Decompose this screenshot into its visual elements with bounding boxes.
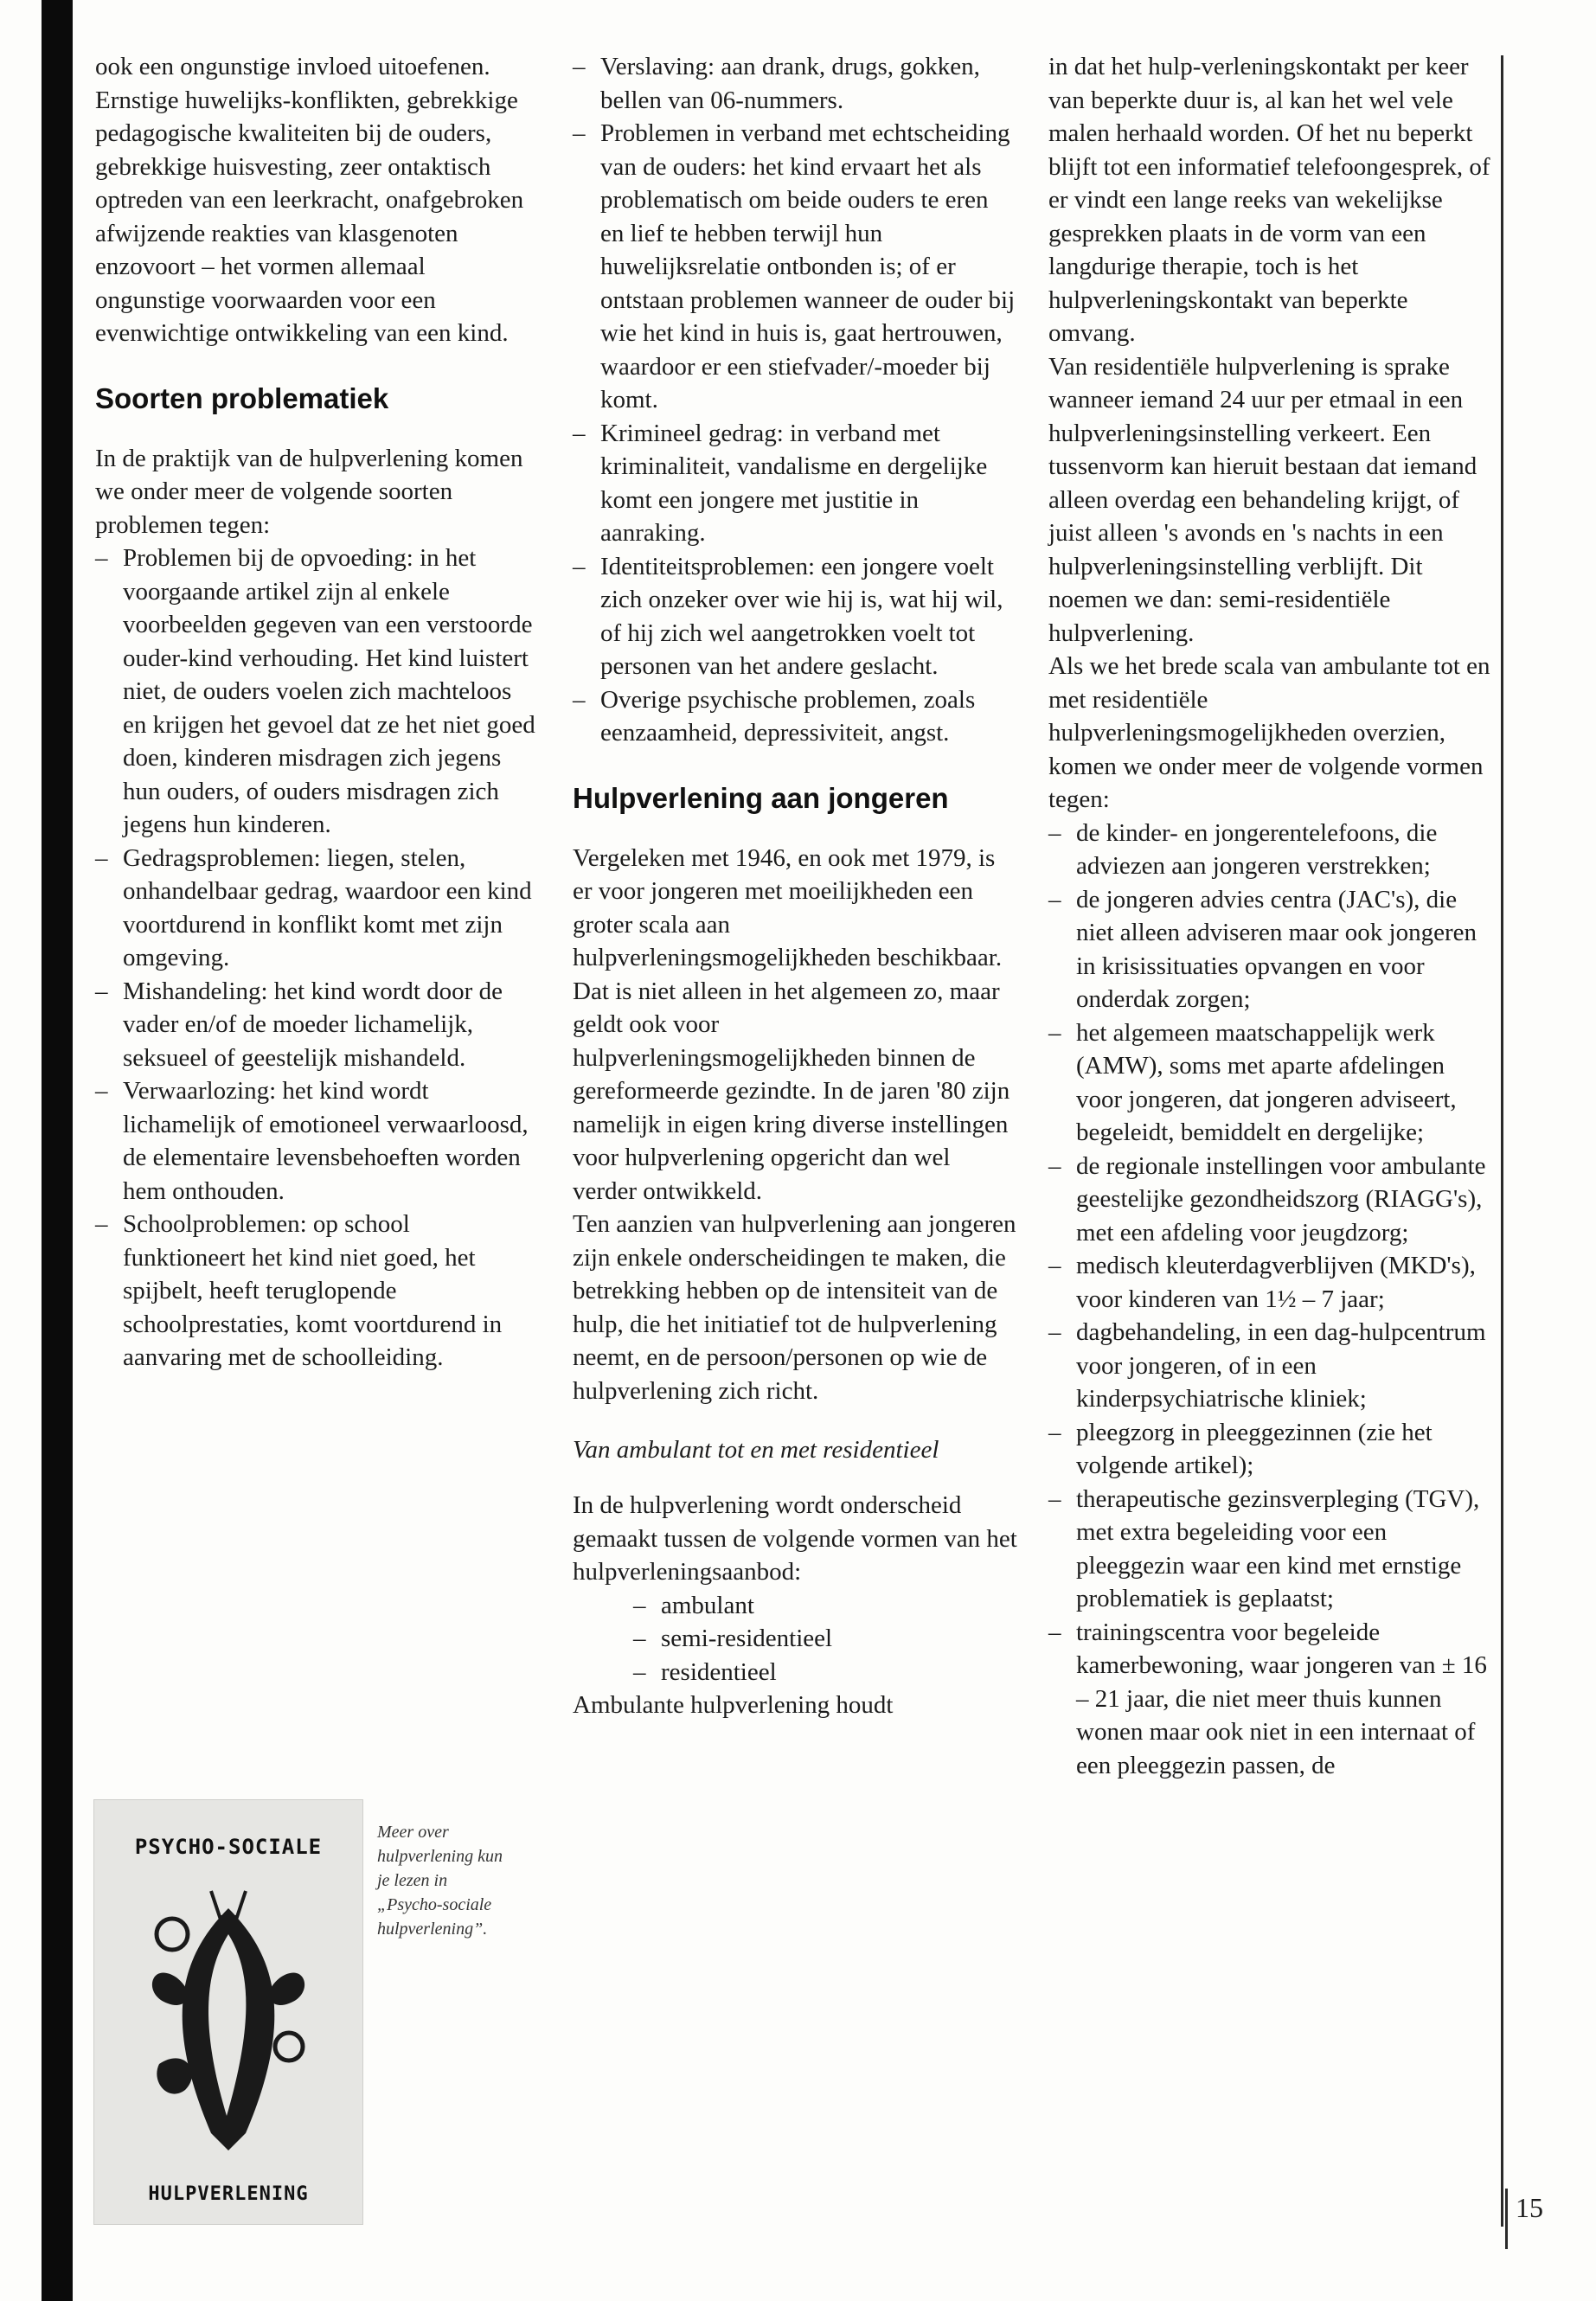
list-item: – de jongeren advies centra (JAC's), die niet alleen adviseren maar ook jongeren in krisissituaties opvangen en voor onderdak zorgen; — [1048, 883, 1497, 1016]
section-heading-hulpverlening: Hulpverlening aan jongeren — [573, 781, 949, 814]
list-item: – residentieel — [633, 1656, 1018, 1689]
book-cover-title: PSYCHO-SOCIALE — [134, 1835, 323, 1859]
image-caption: Meer over hulpverlening kun je lezen in „Psycho-sociale hulpverlening”. — [377, 1823, 503, 1939]
list-item: – Identiteitsproblemen: een jongere voelt zich onzeker over wie hij is, wat hij wil, of hij zich wel aangetrokken voelt tot personen van het andere geslacht. — [573, 550, 1018, 683]
column-rule — [1501, 55, 1503, 2227]
section-heading-soorten: Soorten problematiek — [95, 381, 389, 414]
list-item: – het algemeen maatschappelijk werk (AMW), soms met aparte afdelingen voor jongeren, dat jongeren adviseert, begeleidt, bemiddelt en dergelijke; — [1048, 1016, 1497, 1150]
paragraph: In de hulpverlening wordt onderscheid gemaakt tussen de volgende vormen van het hulpverleningsaanbod: — [573, 1491, 1017, 1586]
page-number-rule — [1505, 2189, 1508, 2249]
paragraph: in dat het hulp-verleningskontakt per keer van beperkte duur is, al kan het wel vele malen herhaald worden. Of het nu beperkt blijft tot een informatief telefoongesprek, of er vindt een lange reeks van wekelijkse gesprekken plaats in de vorm van een langdurige therapie, toch is het hulpverleningskontakt van beperkte omvang. — [1048, 53, 1490, 347]
problem-list-continued — [573, 50, 1018, 750]
list-item: – Krimineel gedrag: in verband met kriminaliteit, vandalisme en dergelijke komt een jongere met justitie in aanraking. — [573, 417, 1018, 550]
paragraph: Als we het brede scala van ambulante tot en met residentiële hulpverleningsmogelijkheden overzien, komen we onder meer de volgende vormen tegen: — [1048, 652, 1490, 813]
list-item: – semi-residentieel — [633, 1622, 1018, 1656]
list-item: – Problemen in verband met echtscheiding van de ouders: het kind ervaart het als problematisch om beide ouders te eren en lief te hebben terwijl hun huwelijksrelatie ontbonden is; of er ontstaan problemen wanneer de ouder bij wie het kind in huis is, gaat hertrouwen, waardoor er een stiefvader/-moeder bij komt. — [573, 117, 1018, 417]
book-cover-subtitle: HULPVERLENING — [148, 2183, 309, 2205]
paragraph: In de praktijk van de hulpverlening komen we onder meer de volgende soorten problemen tegen: — [95, 444, 523, 539]
paragraph: Vergeleken met 1946, en ook met 1979, is er voor jongeren met moeilijkheden een groter scala aan hulpverleningsmogelijkheden beschikbaar. Dat is niet alleen in het algemeen zo, maar geldt ook voor hulpverleningsmogelijkheden binnen de gereformeerde gezindte. In de jaren '80 zijn namelijk in eigen kring diverse instellingen voor hulpverlening opgericht dan wel verder ontwikkeld. — [573, 843, 1010, 1205]
page-number: 15 — [1516, 2192, 1543, 2223]
paragraph: ook een ongunstige invloed uitoefenen. Ernstige huwelijks-konflikten, gebrekkige pedagogische kwaliteiten bij de ouders, gebrekkige huisvesting, zeer ontaktisch optreden van een leerkracht, onafgebroken afwijzende reakties van klasgenoten enzovoort – het vormen allemaal ongunstige voorwaarden voor een evenwichtige ontwikkeling van een kind. — [95, 53, 524, 347]
list-item: – Verwaarlozing: het kind wordt lichamelijk of emotioneel verwaarloosd, de elementaire levensbehoeften worden hem onthouden. — [95, 1074, 536, 1208]
column-3 — [1048, 50, 1497, 1782]
paragraph: Ambulante hulpverlening houdt — [573, 1691, 894, 1719]
list-item: – therapeutische gezinsverpleging (TGV), met extra begeleiding voor een pleeggezin waar een kind met ernstige problematiek is geplaatst; — [1048, 1483, 1497, 1616]
paragraph: Van residentiële hulpverlening is sprake wanneer iemand 24 uur per etmaal in een hulpverleningsinstelling verkeert. Een tussenvorm kan hieruit bestaan dat iemand alleen overdag een behandeling krijgt, of juist alleen 's avonds en 's nachts in een hulpverleningsinstelling verblijft. Dit noemen we dan: semi-residentiële hulpverlening. — [1048, 352, 1477, 647]
problem-list — [95, 542, 536, 1375]
flower-illustration-icon — [125, 1874, 332, 2159]
column-2 — [573, 50, 1018, 1722]
services-list — [1048, 817, 1497, 1783]
list-item: – de regionale instellingen voor ambulante geestelijke gezondheidszorg (RIAGG's), met een afdeling voor jeugdzorg; — [1048, 1150, 1497, 1250]
list-item: – ambulant — [633, 1589, 1018, 1623]
list-item: – medisch kleuterdagverblijven (MKD's), voor kinderen van 1½ – 7 jaar; — [1048, 1249, 1497, 1316]
list-item: – Schoolproblemen: op school funktioneert het kind niet goed, het spijbelt, heeft teruglopende schoolprestaties, komt voortdurend in aanvaring met de schoolleiding. — [95, 1208, 536, 1375]
list-item: – Overige psychische problemen, zoals eenzaamheid, depressiviteit, angst. — [573, 683, 1018, 750]
list-item: – Verslaving: aan drank, drugs, gokken, bellen van 06-nummers. — [573, 50, 1018, 117]
column-1 — [95, 50, 536, 1375]
list-item: – dagbehandeling, in een dag-hulpcentrum voor jongeren, of in een kinderpsychiatrische kliniek; — [1048, 1316, 1497, 1416]
binding-edge — [42, 0, 73, 2301]
list-item: – de kinder- en jongerentelefoons, die adviezen aan jongeren verstrekken; — [1048, 817, 1497, 883]
list-item: – Mishandeling: het kind wordt door de vader en/of de moeder lichamelijk, seksueel of geestelijk mishandeld. — [95, 975, 536, 1075]
paragraph: Ten aanzien van hulpverlening aan jongeren zijn enkele onderscheidingen te maken, die betrekking hebben op de intensiteit van de hulp, die het initiatief tot de hulpverlening neemt, en de persoon/personen op wie de hulpverlening zich richt. — [573, 1210, 1016, 1405]
book-cover-image — [93, 1799, 363, 2225]
forms-list — [573, 1589, 1018, 1689]
list-item: – Gedragsproblemen: liegen, stelen, onhandelbaar gedrag, waardoor een kind voortdurend in konflikt komt met zijn omgeving. — [95, 842, 536, 975]
list-item: – Problemen bij de opvoeding: in het voorgaande artikel zijn al enkele voorbeelden gegeven van een verstoorde ouder-kind verhouding. Het kind luistert niet, de ouders voelen zich machteloos en krijgen het gevoel dat ze het niet goed doen, kinderen misdragen zich jegens hun ouders, of ouders misdragen zich jegens hun kinderen. — [95, 542, 536, 842]
list-item: – trainingscentra voor begeleide kamerbewoning, waar jongeren van ± 16 – 21 jaar, die niet meer thuis kunnen wonen maar ook niet in een internaat of een pleeggezin passen, de — [1048, 1616, 1497, 1783]
subheading: Van ambulant tot en met residentieel — [573, 1436, 939, 1464]
list-item: – pleegzorg in pleeggezinnen (zie het volgende artikel); — [1048, 1416, 1497, 1483]
